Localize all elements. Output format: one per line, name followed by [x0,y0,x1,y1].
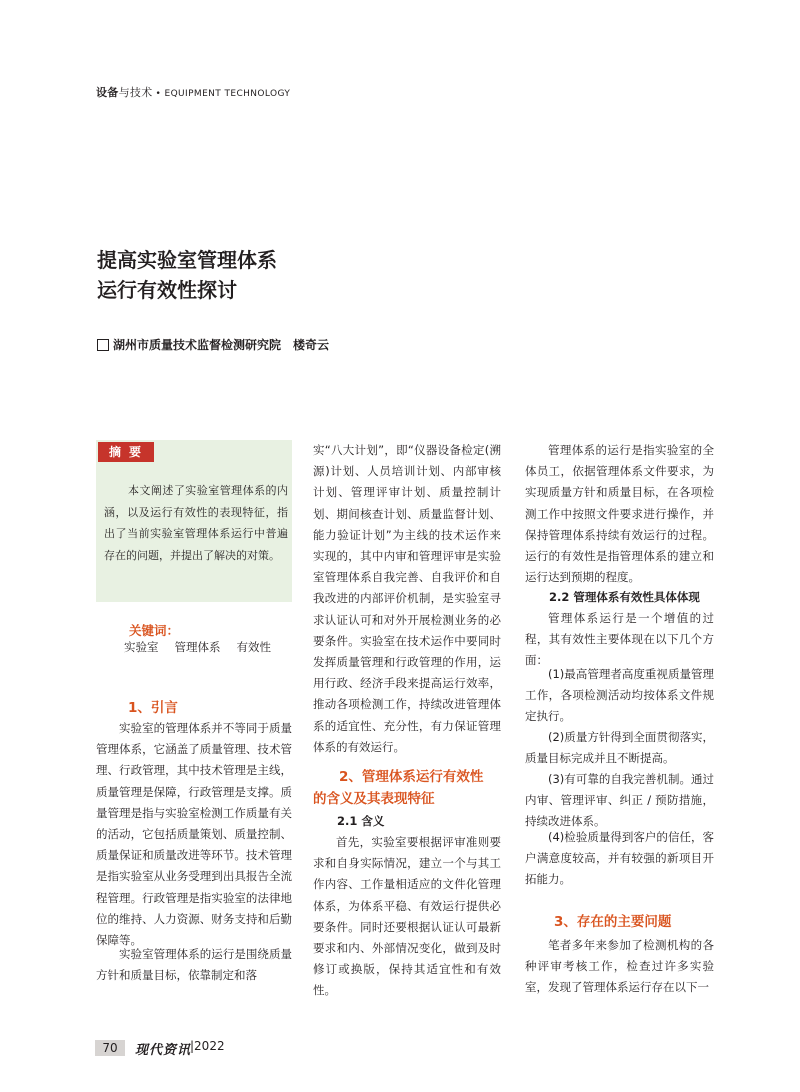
header-brand-rest: 与技术 [118,86,153,99]
keywords-list [124,639,271,655]
subsection-2-1-heading: 2.1 含义 [337,814,385,828]
section-2-heading-line-1: 2、管理体系运行有效性 [339,769,484,785]
section-2-heading [313,766,503,810]
publication-name: 现代资讯 [135,1043,192,1058]
paragraph: 实验室管理体系的运行是围绕质量方针和质量目标，依靠制定和落 [96,947,292,983]
paragraph: 管理体系运行是一个增值的过程，其有效性主要体现在以下几个方面： [525,611,714,668]
list-item: (1)最高管理者高度重视质量管理工作，各项检测活动均按体系文件规定执行。 [525,667,714,724]
title-line-2: 运行有效性探讨 [97,278,237,302]
year-value: 2022 [194,1039,225,1053]
section-3-heading: 3、存在的主要问题 [554,914,672,930]
header-brand-en: • EQUIPMENT TECHNOLOGY [155,89,291,99]
issue-year: |2022 [190,1039,225,1053]
keyword: 实验室 [124,640,159,654]
keyword: 管理体系 [174,640,221,654]
section-2-heading-line-2: 的含义及其表现特征 [313,791,435,807]
running-header [96,84,290,100]
list-item: (4)检验质量得到客户的信任，客户满意度较高，并有较强的新项目开拓能力。 [525,830,714,887]
section-1-heading: 1、引言 [128,700,178,716]
paragraph: 首先，实验室要根据评审准则要求和自身实际情况，建立一个与其工作内容、工作量相适应的文件化管理体系，为体系平稳、有效运行提供必要条件。同时还要根据认证认可最新要求和内、外部情况变化，做到及时修订或换版，保持其适宜性和有效性。 [313,835,501,998]
list-item: (2)质量方针得到全面贯彻落实，质量目标完成并且不断提高。 [525,730,714,766]
affiliation: 湖州市质量技术监督检测研究院 [113,338,282,352]
article-title [97,245,497,305]
abstract-label: 摘要 [98,442,154,462]
page-number: 70 [102,1041,118,1055]
list-item: (3)有可靠的自我完善机制。通过内审、管理评审、纠正 / 预防措施，持续改进体系。 [525,772,714,829]
author-line [97,336,329,353]
square-bullet-icon [97,339,109,351]
author-name: 楼奇云 [293,338,330,352]
subsection-2-2-heading: 2.2 管理体系有效性具体体现 [549,590,700,604]
keywords-label: 关键词： [129,623,180,638]
paragraph: 笔者多年来参加了检测机构的各种评审考核工作，检查过许多实验室，发现了管理体系运行存在以下一 [525,938,714,995]
paragraph: 管理体系的运行是指实验室的全体员工，依据管理体系文件要求，为实现质量方针和质量目标，在各项检测工作中按照文件要求进行操作，并保持管理体系持续有效运行的过程。运行的有效性是指管理体系的建立和运行达到预期的程度。 [525,443,714,585]
header-brand-bold: 设备 [96,86,119,99]
paragraph: 实“八大计划”，即“仪器设备检定(溯源)计划、人员培训计划、内部审核计划、管理评审计划、质量控制计划、期间核查计划、质量监督计划、能力验证计划”为主线的技术运作来实现的，其中内审和管理评审是实验室管理体系自我完善、自我评价和自我改进的内部评价机制，是实验室寻求认证认可和对外开展检测业务的必要条件。实验室在技术运作中要同时发挥质量管理和行政管理的作用，运用行政、经济手段来提高运行效率，推动各项检测工作，持续改进管理体系的适宜性、充分性，有力保证管理体系的有效运行。 [313,443,501,754]
paragraph: 实验室的管理体系并不等同于质量管理体系，它涵盖了质量管理、技术管理、行政管理，其中技术管理是主线，质量管理是保障，行政管理是支撑。质量管理是指与实验室检测工作质量有关的活动，它包括质量策划、质量控制、质量保证和质量改进等环节。技术管理是指实验室从业务受理到出具报告全流程管理。行政管理是指实验室的法律地位的维持、人力资源、财务支持和后勤保障等。 [96,721,292,948]
abstract-text: 本文阐述了实验室管理体系的内涵，以及运行有效性的表现特征，指出了当前实验室管理体系运行中普遍存在的问题，并提出了解决的对策。 [104,484,288,562]
title-line-1: 提高实验室管理体系 [97,248,277,272]
keyword: 有效性 [236,640,271,654]
